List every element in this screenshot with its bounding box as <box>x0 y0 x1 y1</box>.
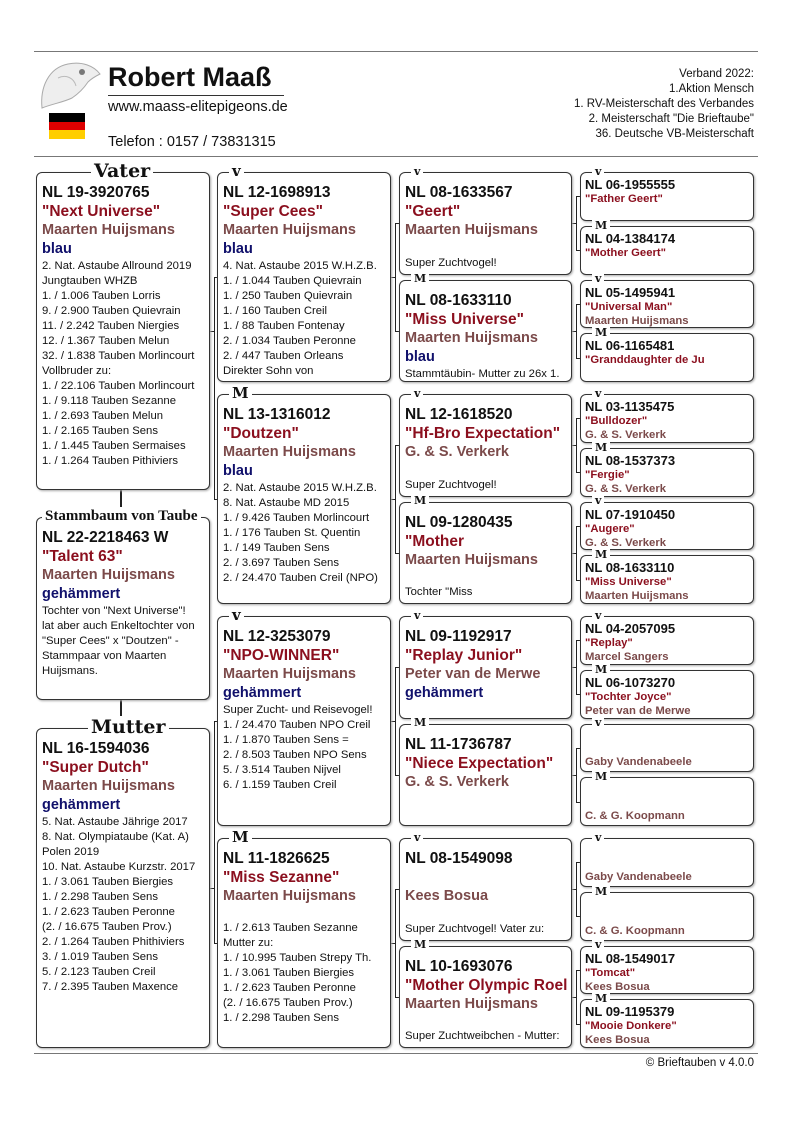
note-line: Polen 2019 <box>42 846 100 858</box>
breeder-name: Maarten Huijsmans <box>223 222 356 238</box>
parent-label: M <box>229 386 252 401</box>
pigeon-card[interactable] <box>217 838 391 1048</box>
ring-number: NL 12-1698913 <box>223 184 331 201</box>
note-line: 2. Nat. Astaube Allround 2019 <box>42 260 192 272</box>
pigeon-card[interactable] <box>580 838 754 887</box>
pigeon-card[interactable] <box>399 724 572 827</box>
parent-label: v <box>592 717 604 728</box>
connector-line <box>395 445 396 553</box>
achievement-line: 36. Deutsche VB-Meisterschaft <box>595 128 754 140</box>
breeder-name: Maarten Huijsmans <box>585 314 689 327</box>
pigeon-name: "Mother Olympic Roel <box>405 976 568 994</box>
connector-line <box>576 748 577 802</box>
note-line: 1. / 3.061 Tauben Biergies <box>223 967 355 979</box>
note-line: 1. / 3.061 Tauben Biergies <box>42 876 174 888</box>
ring-number: NL 04-1384174 <box>585 230 676 246</box>
note-line: 1. / 2.613 Tauben Sezanne <box>223 922 358 934</box>
ring-number: NL 11-1736787 <box>405 735 512 753</box>
pigeon-color: gehämmert <box>405 685 484 701</box>
pigeon-name: "Super Cees" <box>223 203 323 220</box>
note-line: 1. / 1.264 Tauben Pithiviers <box>42 455 179 467</box>
connector-line <box>576 418 577 472</box>
ring-number: NL 11-1826625 <box>223 850 330 867</box>
breeder-title: Robert Maaß <box>108 62 272 92</box>
achievement-notes <box>42 815 204 995</box>
achievement-notes <box>223 259 385 379</box>
pigeon-card[interactable] <box>36 517 210 700</box>
pigeon-name: "Miss Sezanne" <box>223 869 340 886</box>
note-line: Super Zuchtvogel! <box>405 478 497 491</box>
breeder-name: Maarten Huijsmans <box>42 222 175 238</box>
pigeon-name: "Miss Universe" <box>405 310 524 328</box>
ring-number: NL 06-1955555 <box>585 177 676 192</box>
note-line: "Super Cees" x "Doutzen" - <box>42 635 179 647</box>
parent-label: M <box>411 273 429 284</box>
connector-line <box>395 667 396 775</box>
pigeon-card[interactable] <box>217 616 391 826</box>
note-line: Super Zuchtvogel! <box>405 256 497 269</box>
pigeon-card[interactable] <box>580 333 754 382</box>
pigeon-card[interactable] <box>580 226 754 275</box>
header-top-divider <box>34 51 758 52</box>
pigeon-color: blau <box>223 463 253 479</box>
ring-number: NL 22-2218463 W <box>42 529 169 546</box>
note-line: Jungtauben WHZB <box>42 275 138 287</box>
breeder-name: Maarten Huijsmans <box>585 590 689 603</box>
parent-label: v <box>592 610 604 621</box>
pigeon-card[interactable] <box>580 448 754 497</box>
connector-line <box>576 196 577 250</box>
breeder-name: Marcel Sangers <box>585 651 669 663</box>
connector-line <box>576 862 577 916</box>
note-line: 2. / 1.264 Tauben Phithiviers <box>42 936 185 948</box>
note-line: 5. / 3.514 Tauben Nijvel <box>223 764 341 776</box>
pigeon-name <box>585 783 749 797</box>
note-line: 2. Nat. Astaube 2015 W.H.Z.B. <box>223 482 377 494</box>
note-line: 2. / 3.697 Tauben Sens <box>223 557 339 569</box>
ring-number: NL 08-1633110 <box>405 291 512 309</box>
pigeon-card[interactable] <box>399 280 572 383</box>
note-line: Tochter "Miss <box>405 586 473 598</box>
parent-label: M <box>592 220 610 231</box>
achievements-list <box>574 67 754 142</box>
parent-label: Stammbaum von Taube <box>42 509 201 524</box>
note-line: 4. Nat. Astaube 2015 W.H.Z.B. <box>223 260 377 272</box>
note-line: 1. / 149 Tauben Sens <box>223 542 330 554</box>
note-line: 2. / 8.503 Tauben NPO Sens <box>223 749 367 761</box>
pigeon-card[interactable] <box>217 394 391 604</box>
connector-line <box>391 277 395 278</box>
pigeon-name: "Tochter Joyce" <box>585 690 672 703</box>
pigeon-name: "Mooie Donkere" <box>585 1020 677 1033</box>
breeder-name: Maarten Huijsmans <box>223 444 356 460</box>
note-line: 5. Nat. Astaube Jährige 2017 <box>42 816 188 828</box>
connector-line <box>214 721 215 943</box>
breeder-name: C. & G. Koopmann <box>585 924 685 937</box>
ring-number: NL 07-1910450 <box>585 506 676 522</box>
pigeon-color: gehämmert <box>42 797 121 813</box>
pigeon-color: blau <box>405 348 435 365</box>
connector-line <box>395 223 396 331</box>
parent-label: M <box>592 664 610 675</box>
breeder-name: Maarten Huijsmans <box>223 666 356 682</box>
parent-label: v <box>411 388 423 399</box>
note-line: (2. / 16.675 Tauben Prov.) <box>42 921 172 933</box>
ring-number: NL 03-1135475 <box>585 399 675 414</box>
breeder-name: Gaby Vandenabeele <box>585 756 692 769</box>
breeder-name: G. & S. Verkerk <box>405 773 509 790</box>
ring-number: NL 09-1280435 <box>405 513 513 531</box>
note-line: Tochter von "Next Universe"! <box>42 605 186 617</box>
achievement-line: Verband 2022: <box>679 68 754 80</box>
pigeon-name <box>405 868 566 887</box>
parent-label: v <box>592 388 604 399</box>
connector-line <box>395 889 396 997</box>
pigeon-name: "Doutzen" <box>223 425 299 442</box>
parent-label: M <box>411 717 429 728</box>
ring-number: NL 10-1693076 <box>405 957 513 975</box>
breeder-name: Kees Bosua <box>405 888 489 904</box>
breeder-name: Maarten Huijsmans <box>405 551 538 568</box>
ring-number: NL 09-1192917 <box>405 628 512 645</box>
note-line: lat aber auch Enkeltochter von <box>42 620 195 632</box>
note-line: (2. / 16.675 Tauben Prov.) <box>223 997 353 1009</box>
pigeon-card[interactable] <box>580 670 754 719</box>
note-line: 1. / 2.298 Tauben Sens <box>42 891 158 903</box>
pigeon-name: "Augere" <box>585 522 635 535</box>
note-line: Stammtäubin- Mutter zu 26x 1. <box>405 367 560 380</box>
breeder-name: Peter van de Merwe <box>405 666 541 682</box>
breeder-name: G. & S. Verkerk <box>585 536 667 549</box>
connector-line <box>576 304 577 358</box>
breeder-name: Maarten Huijsmans <box>42 567 175 583</box>
note-line: 1. / 2.623 Tauben Peronne <box>42 906 175 918</box>
note-line: 9. / 2.900 Tauben Quievrain <box>42 305 181 317</box>
connector-line <box>572 553 576 554</box>
pigeon-card[interactable] <box>580 946 754 995</box>
ring-number: NL 08-1549017 <box>585 950 676 966</box>
breeder-name: G. & S. Verkerk <box>405 444 509 460</box>
achievement-notes <box>405 585 566 600</box>
pigeon-card[interactable] <box>580 172 754 221</box>
note-line: 1. / 9.118 Tauben Sezanne <box>42 395 177 407</box>
note-line: 1. / 88 Tauben Fontenay <box>223 320 345 332</box>
note-line: 1. / 2.693 Tauben Melun <box>42 410 164 422</box>
connector-line <box>572 997 576 998</box>
note-line: Mutter zu: <box>223 937 274 949</box>
pigeon-name: "Replay" <box>585 637 633 649</box>
note-line: 10. Nat. Astaube Kurzstr. 2017 <box>42 861 196 873</box>
pigeon-name: "Mother <box>405 532 465 550</box>
connector-line <box>391 499 395 500</box>
germany-flag-icon <box>49 113 85 139</box>
note-line: 1. / 1.006 Tauben Lorris <box>42 290 161 302</box>
connector-line <box>576 640 577 694</box>
pigeon-card[interactable] <box>217 172 391 382</box>
pigeon-card[interactable] <box>580 999 754 1048</box>
achievement-line: 1.Aktion Mensch <box>668 83 754 95</box>
note-line: Stammpaar von Maarten <box>42 650 167 662</box>
flag-stripe-red <box>49 122 85 131</box>
footer-copyright: © Brieftauben v 4.0.0 <box>645 1057 754 1069</box>
parent-label: v <box>592 495 604 506</box>
ring-number: NL 08-1537373 <box>585 452 676 468</box>
note-line: 1. / 1.445 Tauben Sermaises <box>42 440 186 452</box>
parent-label: v <box>411 166 423 177</box>
note-line: 1. / 9.426 Tauben Morlincourt <box>223 512 370 524</box>
note-line: Super Zuchtvogel! Vater zu: <box>405 922 545 935</box>
note-line: Super Zucht- und Reisevogel! <box>223 704 373 716</box>
pigeon-name: "Hf-Bro Expectation" <box>405 425 561 442</box>
parent-label: Mutter <box>88 718 169 737</box>
parent-label: M <box>592 549 610 560</box>
parent-label: M <box>592 993 610 1004</box>
parent-label: v <box>411 832 423 843</box>
pigeon-card[interactable] <box>399 616 572 719</box>
parent-label: v <box>592 939 604 950</box>
connector-line <box>391 943 395 944</box>
breeder-name: Gaby Vandenabeele <box>585 870 692 883</box>
ring-number: NL 19-3920765 <box>42 184 150 201</box>
pigeon-name: "Geert" <box>405 203 461 220</box>
pigeon-name: "Father Geert" <box>585 193 663 205</box>
note-line: 1. / 176 Tauben St. Quentin <box>223 527 361 539</box>
note-line: 8. Nat. Astaube MD 2015 <box>223 497 350 509</box>
parent-label: v <box>229 608 244 623</box>
breeder-name: Maarten Huijsmans <box>223 888 356 904</box>
ring-number: NL 08-1549098 <box>405 850 513 867</box>
breeder-name: Maarten Huijsmans <box>42 778 175 794</box>
pigeon-card[interactable] <box>399 838 572 941</box>
pigeon-name: "Replay Junior" <box>405 647 523 664</box>
note-line: 3. / 1.019 Tauben Sens <box>42 951 158 963</box>
breeder-name: Peter van de Merwe <box>585 704 691 717</box>
connector-line <box>210 888 214 889</box>
note-line: 2. / 24.470 Tauben Creil (NPO) <box>223 572 378 584</box>
note-line: 7. / 2.395 Tauben Maxence <box>42 981 179 993</box>
pigeon-name: "Mother Geert" <box>585 246 667 259</box>
achievement-notes <box>42 604 204 679</box>
note-line: 1. / 2.165 Tauben Sens <box>42 425 158 437</box>
title-underline <box>108 95 284 96</box>
note-line: 1. / 250 Tauben Quievrain <box>223 290 353 302</box>
note-line: 1. / 2.298 Tauben Sens <box>223 1012 339 1024</box>
pigeon-name: "Universal Man" <box>585 300 673 313</box>
parent-label: M <box>592 327 610 338</box>
pigeon-card[interactable] <box>580 280 754 329</box>
ring-number: NL 13-1316012 <box>223 406 331 423</box>
parent-label: v <box>592 166 604 177</box>
note-line: 11. / 2.242 Tauben Niergies <box>42 320 180 332</box>
pigeon-name: "NPO-WINNER" <box>223 647 340 664</box>
parent-label: M <box>592 442 610 453</box>
note-line: 1. / 1.870 Tauben Sens = <box>223 734 349 746</box>
phone-text: Telefon : 0157 / 73831315 <box>108 134 276 150</box>
achievement-notes <box>223 906 385 1026</box>
note-line: 1. / 24.470 Tauben NPO Creil <box>223 719 371 731</box>
pigeon-name <box>585 844 749 858</box>
achievement-notes <box>42 259 204 469</box>
pigeon-color: gehämmert <box>223 685 302 701</box>
pigeon-card[interactable] <box>580 724 754 773</box>
breeder-name: Maarten Huijsmans <box>405 329 538 346</box>
parent-label: v <box>229 164 244 179</box>
pigeon-name: "Next Universe" <box>42 203 161 220</box>
note-line: Vollbruder zu: <box>42 365 112 377</box>
parent-label: M <box>592 771 610 782</box>
note-line: Super Zuchtweibchen - Mutter: <box>405 1030 560 1042</box>
breeder-name: Maarten Huijsmans <box>405 995 538 1012</box>
ring-number: NL 12-3253079 <box>223 628 331 645</box>
pigeon-card[interactable] <box>580 502 754 551</box>
achievement-line: 1. RV-Meisterschaft des Verbandes <box>573 98 754 110</box>
ring-number: NL 05-1495941 <box>585 284 676 300</box>
pigeon-color: blau <box>42 241 72 257</box>
parent-label: v <box>411 610 423 621</box>
pigeon-name <box>585 898 749 912</box>
note-line: Huijsmans. <box>42 665 98 677</box>
parent-label: M <box>411 939 429 950</box>
note-line: 1. / 2.623 Tauben Peronne <box>223 982 356 994</box>
ring-number: NL 06-1073270 <box>585 674 676 690</box>
pigeon-card[interactable] <box>399 502 572 605</box>
connector-line <box>572 223 576 224</box>
ring-number: NL 16-1594036 <box>42 740 150 757</box>
connector-line <box>391 721 395 722</box>
note-line: 1. / 10.995 Tauben Strepy Th. <box>223 952 372 964</box>
achievement-notes <box>405 922 566 937</box>
pigeon-card[interactable] <box>580 777 754 826</box>
footer-divider <box>34 1053 758 1054</box>
breeder-name: C. & G. Koopmann <box>585 810 685 822</box>
achievement-line: 2. Meisterschaft "Die Brieftaube" <box>588 113 754 125</box>
ring-number: NL 06-1165481 <box>585 338 675 354</box>
achievement-notes <box>223 703 385 793</box>
parent-label: M <box>592 886 610 897</box>
pigeon-name: "Miss Universe" <box>585 576 672 589</box>
ring-number: NL 12-1618520 <box>405 406 513 423</box>
pigeon-name: "Fergie" <box>585 468 630 481</box>
note-line: 2. / 1.034 Tauben Peronne <box>223 335 356 347</box>
pigeon-card[interactable] <box>580 394 754 443</box>
flag-stripe-black <box>49 113 85 122</box>
ring-number: NL 09-1195379 <box>585 1004 675 1020</box>
ring-number: NL 08-1633567 <box>405 184 513 201</box>
website-text: www.maass-elitepigeons.de <box>108 99 288 115</box>
note-line: 1. / 160 Tauben Creil <box>223 305 328 317</box>
pigeon-card[interactable] <box>580 892 754 941</box>
ring-number: NL 08-1633110 <box>585 560 675 576</box>
parent-label: v <box>592 273 604 284</box>
pigeon-card[interactable] <box>580 555 754 604</box>
pigeon-card[interactable] <box>580 616 754 665</box>
breeder-name: Maarten Huijsmans <box>405 222 538 238</box>
connector-line <box>572 445 576 446</box>
pigeon-name: "Niece Expectation" <box>405 754 554 772</box>
pigeon-name: "Talent 63" <box>42 548 123 565</box>
note-line: Direkter Sohn von <box>223 365 314 377</box>
pigeon-name <box>585 730 749 744</box>
pigeon-color: blau <box>223 241 253 257</box>
pigeon-card[interactable] <box>36 728 210 1048</box>
note-line: 1. / 22.106 Tauben Morlincourt <box>42 380 195 392</box>
pigeon-card[interactable] <box>399 946 572 1049</box>
connector-line <box>572 889 576 890</box>
note-line <box>223 906 385 921</box>
achievement-notes <box>223 481 385 586</box>
pigeon-color: gehämmert <box>42 586 121 602</box>
pigeon-name: "Super Dutch" <box>42 759 149 776</box>
connector-line <box>120 700 122 716</box>
connector-line <box>210 331 214 332</box>
connector-line <box>120 490 122 507</box>
note-line: 1. / 1.044 Tauben Quievrain <box>223 275 362 287</box>
note-line: 2. / 447 Tauben Orleans <box>223 350 344 362</box>
ring-number: NL 04-2057095 <box>585 621 676 636</box>
achievement-notes <box>405 367 566 382</box>
breeder-name: Kees Bosua <box>585 1034 650 1047</box>
connector-line <box>572 667 576 668</box>
note-line: 12. / 1.367 Tauben Melun <box>42 335 170 347</box>
connector-line <box>576 970 577 1024</box>
breeder-name: G. & S. Verkerk <box>585 429 667 441</box>
note-line: 32. / 1.838 Tauben Morlincourt <box>42 350 195 362</box>
header-bottom-divider <box>34 156 758 157</box>
note-line: 6. / 1.159 Tauben Creil <box>223 779 337 791</box>
parent-label: v <box>592 832 604 843</box>
parent-label: Vater <box>91 162 153 181</box>
pigeon-name: "Bulldozer" <box>585 415 648 427</box>
pigeon-name: "Granddaughter de Ju <box>585 354 705 367</box>
pigeon-card[interactable] <box>399 172 572 275</box>
connector-line <box>214 277 215 499</box>
breeder-name: Kees Bosua <box>585 980 650 993</box>
pigeon-name: "Tomcat" <box>585 966 636 979</box>
parent-label: M <box>411 495 429 506</box>
note-line: 8. Nat. Olympiataube (Kat. A) <box>42 831 189 843</box>
pigeon-card[interactable] <box>399 394 572 497</box>
flag-stripe-gold <box>49 130 85 139</box>
parent-label: M <box>229 830 252 845</box>
pigeon-card[interactable] <box>36 172 210 490</box>
breeder-name: G. & S. Verkerk <box>585 482 667 495</box>
connector-line <box>576 526 577 580</box>
achievement-notes <box>405 256 566 271</box>
note-line: 5. / 2.123 Tauben Creil <box>42 966 156 978</box>
pigeon-head-logo <box>38 58 104 110</box>
connector-line <box>572 775 576 776</box>
achievement-notes <box>405 478 566 493</box>
connector-line <box>572 331 576 332</box>
achievement-notes <box>405 1029 566 1044</box>
